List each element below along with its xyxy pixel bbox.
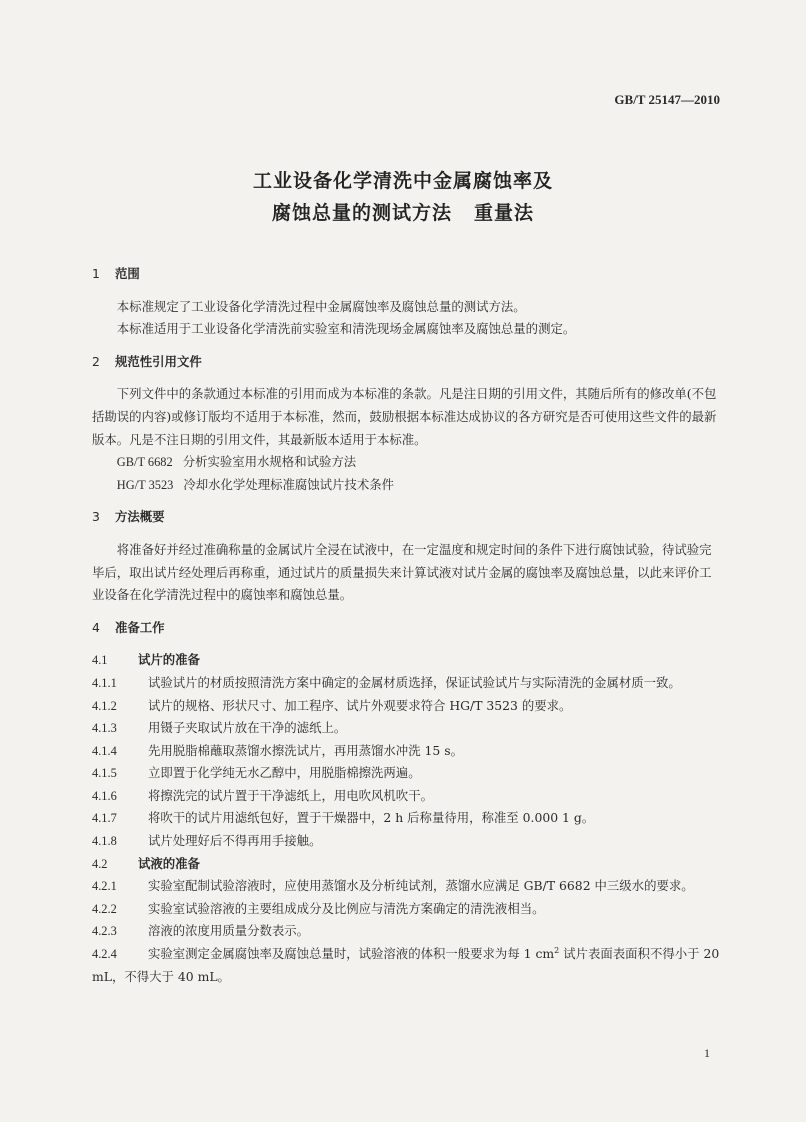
section-4-heading [92,617,722,640]
list-item [92,830,722,853]
item-text: 实验室测定金属腐蚀率及腐蚀总量时，试验溶液的体积一般要求为每 1 cm [148,946,555,962]
section-title: 方法概要 [115,509,165,525]
section-3-heading [92,506,722,529]
list-item [92,695,722,718]
item-text: 溶液的浓度用质量分数表示。 [148,923,310,939]
item-text: 用镊子夹取试片放在干净的滤纸上。 [148,720,347,736]
subsection-4-2-heading [92,853,722,876]
section-number: 3 [92,509,100,525]
page-number: 1 [704,1046,710,1060]
list-item [92,717,722,740]
document-title-line-1: 工业设备化学清洗中金属腐蚀率及 [252,170,553,192]
item-number: 4.1.4 [92,743,117,758]
item-number: 4.1.7 [92,811,117,826]
list-item [92,807,722,830]
section-title: 范围 [115,266,140,281]
list-item [92,898,722,921]
section-title: 准备工作 [115,619,165,635]
item-text: 试验试片的材质按照清洗方案中确定的金属材质选择，保证试验试片与实际清洗的金属材质一致。 [148,674,681,690]
subsection-4-1-heading [92,649,722,672]
subsection-number: 4.1 [92,653,108,668]
item-text: 将擦洗完的试片置于干净滤纸上，用电吹风机吹干。 [148,787,433,803]
reference-code: HG/T 3523 [116,477,174,492]
reference-code: GB/T 6682 [116,455,173,470]
title-method-part: 重量法 [474,202,535,224]
section-number: 2 [92,353,100,369]
section-number: 4 [92,619,100,635]
reference-item [92,474,722,497]
item-number: 4.1.5 [92,766,117,781]
item-text: 实验室试验溶液的主要组成成分及比例应与清洗方案确定的清洗液相当。 [148,900,545,916]
list-item [92,762,722,785]
list-item [92,785,722,808]
paragraph: 本标准适用于工业设备化学清洗前实验室和清洗现场金属腐蚀率及腐蚀总量的测定。 [116,321,576,337]
item-number: 4.2.1 [92,879,117,894]
subsection-number: 4.2 [92,856,108,871]
subsection-title: 试片的准备 [138,652,200,668]
item-number: 4.1.1 [92,675,117,690]
list-item [92,943,722,988]
section-2 [92,351,722,497]
item-number: 4.1.3 [92,721,117,736]
section-3 [92,506,722,606]
item-number: 4.2.3 [92,924,117,939]
document-title-line-2 [0,198,806,225]
item-text: 实验室配制试验溶液时，应使用蒸馏水及分析纯试剂，蒸馏水应满足 GB/T 6682 中三级水的要求。 [148,878,694,894]
section-1 [92,263,722,341]
paragraph: 下列文件中的条款通过本标准的引用而成为本标准的条款。凡是注日期的引用文件，其随后所有的修改单(不包括勘误的内容)或修订版均不适用于本标准，然而，鼓励根据本标准达成协议的各方研究是否可使用这些文件的最新版本。凡是不注日期的引用文件，其最新版本适用于本标准。 [92,386,717,447]
item-text: 将吹干的试片用滤纸包好，置于干燥器中，2 h 后称量待用，称准至 0.000 1 g。 [148,810,595,826]
section-4 [92,617,722,989]
reference-item [92,451,722,474]
item-number: 4.1.8 [92,834,117,849]
item-text: 试片表面表面积不得小于 20 mL，不得大于 40 mL。 [92,946,720,984]
list-item [92,875,722,898]
item-text: 试片的规格、形状尺寸、加工程序、试片外观要求符合 HG/T 3523 的要求。 [148,697,572,713]
item-text: 试片处理好后不得再用手接触。 [148,833,322,849]
list-item [92,740,722,763]
item-number: 4.2.4 [92,947,117,962]
list-item [92,672,722,695]
standard-code: GB/T 25147—2010 [614,92,720,107]
reference-title: 冷却水化学处理标准腐蚀试片技术条件 [183,476,394,492]
section-title: 规范性引用文件 [115,353,202,369]
list-item [92,920,722,943]
superscript: 2 [554,945,560,955]
section-1-heading [92,263,722,286]
item-number: 4.1.6 [92,788,117,803]
item-number: 4.1.2 [92,698,117,713]
item-text: 立即置于化学纯无水乙醇中，用脱脂棉擦洗两遍。 [148,765,421,781]
section-number: 1 [92,266,100,281]
item-number: 4.2.2 [92,901,117,916]
section-2-heading [92,351,722,374]
subsection-title: 试液的准备 [138,855,200,871]
document-body [92,263,722,988]
reference-title: 分析实验室用水规格和试验方法 [182,454,357,470]
item-text: 先用脱脂棉蘸取蒸馏水擦洗试片，再用蒸馏水冲洗 15 s。 [148,742,463,758]
paragraph: 本标准规定了工业设备化学清洗过程中金属腐蚀率及腐蚀总量的测试方法。 [116,298,526,314]
title-main-part: 腐蚀总量的测试方法 [271,202,452,224]
paragraph: 将准备好并经过准确称量的金属试片全浸在试液中，在一定温度和规定时间的条件下进行腐蚀试验，待试验完毕后，取出试片经处理后再称重，通过试片的质量损失来计算试液对试片金属的腐蚀率及腐蚀总量，以此来评价工业设备在化学清洗过程中的腐蚀率和腐蚀总量。 [92,541,712,603]
